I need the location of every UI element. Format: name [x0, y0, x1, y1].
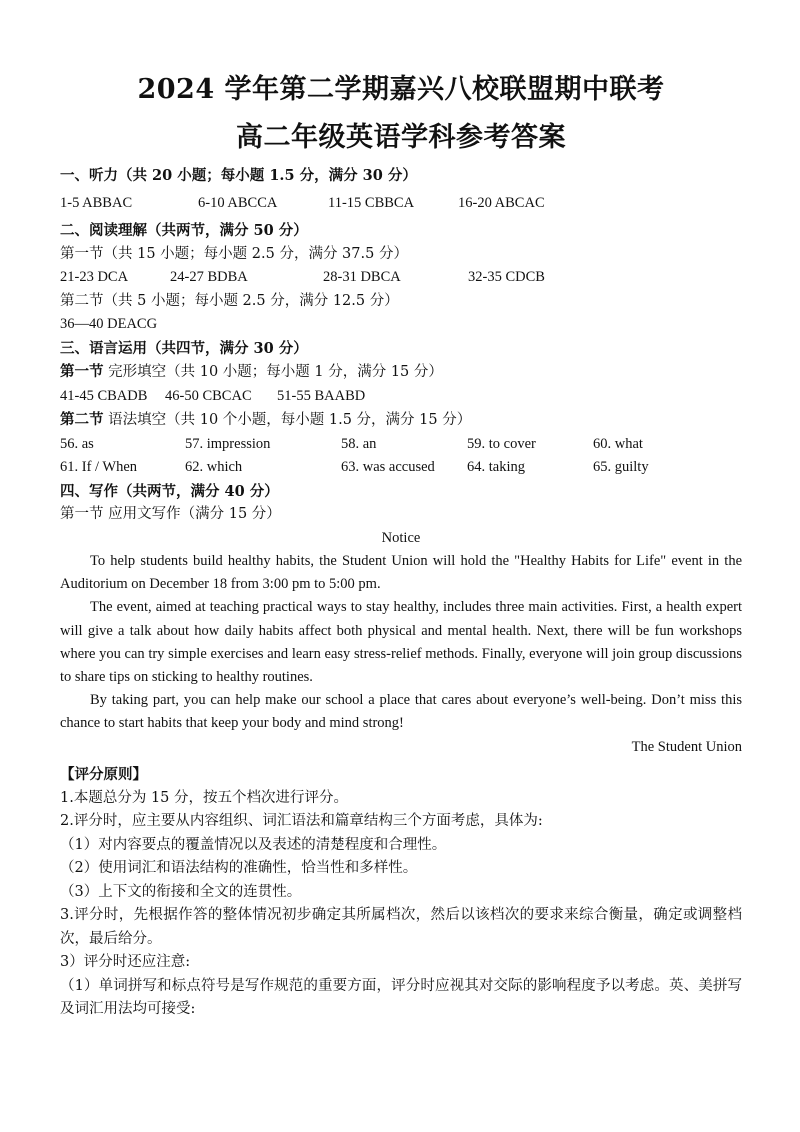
notice-signature: The Student Union: [631, 738, 742, 755]
writing-part1-label: 第一节 应用文写作（满分 15 分）: [60, 506, 281, 522]
language-part2-label: [60, 408, 742, 433]
grammar-answers: [60, 433, 742, 480]
answer-group: 16-20 ABCAC: [458, 194, 545, 211]
criteria-line: 1.本题总分为 15 分，按五个档次进行评分。: [60, 789, 349, 806]
answer-group: 28-31 DBCA: [323, 269, 401, 285]
section-desc: 完形填空（共 10 小题；每小题 1 分，满分 15 分）: [103, 364, 443, 380]
criteria-line: 2.评分时，应主要从内容组织、词汇语法和篇章结构三个方面考虑，具体为:: [60, 813, 543, 830]
criteria-line: （1）对内容要点的覆盖情况以及表述的清楚程度和合理性。: [60, 836, 447, 853]
reading-heading: 二、阅读理解（共两节，满分 50 分）: [60, 222, 308, 239]
grammar-answer: 56. as: [60, 435, 94, 452]
reading-part2-label: 第二节（共 5 小题；每小题 2.5 分，满分 12.5 分）: [60, 292, 399, 309]
answer-group: 11-15 CBBCA: [328, 194, 415, 211]
reading-part2-answer: 36—40 DEACG: [60, 316, 158, 332]
answer-group: 41-45 CBADB: [60, 387, 148, 404]
language-heading: 三、语言运用（共四节，满分 30 分）: [60, 339, 308, 357]
answer-group: 24-27 BDBA: [170, 269, 248, 285]
criteria-point3: 3.评分时，先根据作答的整体情况初步确定其所属档次，然后以该档次的要求来综合衡量，确定或调整档次，最后给分。: [60, 907, 742, 947]
language-part1-label: [60, 360, 742, 385]
section-desc: 语法填空（共 10 个小题，每小题 1.5 分，满分 15 分）: [103, 412, 472, 428]
cloze-answers: [60, 385, 742, 409]
grammar-answer: 64. taking: [467, 459, 525, 475]
listening-answers: [60, 192, 742, 216]
answer-group: 46-50 CBCAC: [165, 387, 252, 404]
page-subtitle: 高二年级英语学科参考答案: [236, 122, 566, 153]
criteria-note1: （1）单词拼写和标点符号是写作规范的重要方面，评分时应视其对交际的影响程度予以考虑。英、美拼写及词汇用法均可接受:: [60, 977, 742, 1018]
answer-group: 6-10 ABCCA: [198, 194, 278, 211]
notice-paragraph: To help students build healthy habits, the Student Union will hold the "Healthy Habits for Life" event in the Auditorium on December 18 from 3:00 pm to 5:00 pm.: [60, 553, 742, 593]
reading-part1-label: 第一节（共 15 小题；每小题 2.5 分，满分 37.5 分）: [60, 245, 408, 262]
writing-heading: 四、写作（共两节，满分 40 分）: [60, 482, 279, 500]
criteria-line: （3）上下文的衔接和全文的连贯性。: [60, 883, 302, 900]
answer-group: 32-35 CDCB: [468, 269, 545, 285]
page-title: 2024 学年第二学期嘉兴八校联盟期中联考: [137, 74, 665, 105]
notice-paragraph: The event, aimed at teaching practical ways to stay healthy, includes three main activities. First, a health expert will give a talk about how daily habits affect both physical and mental health. Next, there will be fun workshops where you can try simple exercises and learn easy stress-relief methods. Finally, everyone will join group discussions to share tips on sticking to healthy routines.: [60, 599, 742, 686]
criteria-heading: 【评分原则】: [60, 766, 147, 784]
answer-group: 21-23 DCA: [60, 269, 129, 285]
answer-group: 51-55 BAABD: [277, 387, 366, 404]
grammar-answer: 61. If / When: [60, 459, 138, 475]
listening-heading: 一、听力（共 20 小题；每小题 1.5 分，满分 30 分）: [60, 167, 417, 184]
section-label: 第一节: [60, 363, 104, 380]
grammar-answer: 63. was accused: [341, 459, 435, 475]
grammar-answer: 58. an: [341, 435, 377, 452]
notice-title: Notice: [381, 529, 421, 546]
answer-group: 1-5 ABBAC: [60, 194, 133, 211]
grammar-answer: 60. what: [593, 435, 643, 452]
grammar-answer: 62. which: [185, 459, 243, 475]
notice-paragraph: By taking part, you can help make our school a place that cares about everyone’s well-being. Don’t miss this chance to start habits that keep your body and mind strong!: [60, 692, 742, 732]
grammar-answer: 65. guilty: [593, 459, 649, 475]
reading-part1-answers: [60, 266, 742, 290]
criteria-note-label: 3）评分时还应注意:: [60, 954, 191, 971]
criteria-line: （2）使用词汇和语法结构的准确性，恰当性和多样性。: [60, 860, 418, 877]
grammar-answer: 59. to cover: [467, 435, 536, 452]
section-label: 第二节: [60, 411, 104, 428]
grammar-answer: 57. impression: [185, 435, 271, 452]
